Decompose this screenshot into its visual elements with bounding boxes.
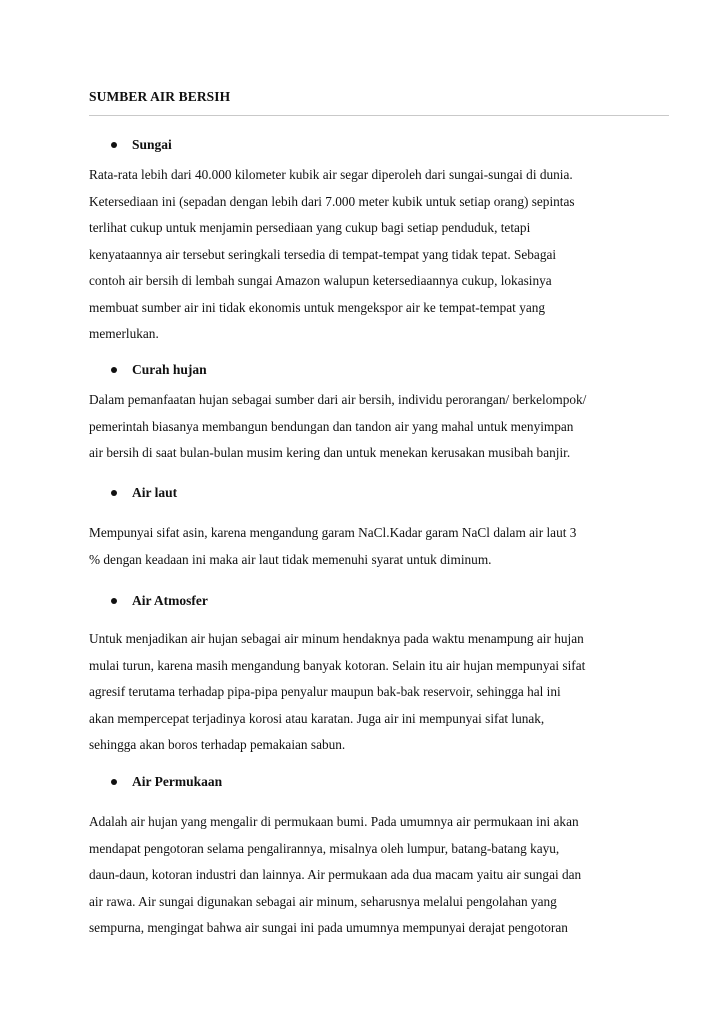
paragraph-line: Rata-rata lebih dari 40.000 kilometer kubik air segar diperoleh dari sungai-sungai di dunia.: [89, 167, 573, 182]
section-paragraph-air-permukaan: [89, 809, 669, 942]
paragraph-line: air bersih di saat bulan-bulan musim kering dan untuk menekan kerusakan musibah banjir.: [89, 445, 571, 460]
paragraph-line: air rawa. Air sungai digunakan sebagai air minum, seharusnya melalui pengolahan yang: [89, 893, 557, 909]
paragraph-line: membuat sumber air ini tidak ekonomis untuk mengekspor air ke tempat-tempat yang: [89, 299, 546, 315]
bullet-icon: [111, 490, 117, 496]
bullet-icon: [111, 367, 117, 373]
section-heading-air-permukaan: [111, 774, 222, 790]
section-heading-label: Air Atmosfer: [132, 593, 208, 608]
paragraph-line: mendapat pengotoran selama pengalirannya, misalnya oleh lumpur, batang-batang kayu,: [89, 840, 560, 856]
paragraph-line: % dengan keadaan ini maka air laut tidak memenuhi syarat untuk diminum.: [89, 551, 492, 567]
paragraph-line: Dalam pemanfaatan hujan sebagai sumber dari air bersih, individu perorangan/ berkelompok/: [89, 392, 587, 407]
paragraph-line: Mempunyai sifat asin, karena mengandung garam NaCl.Kadar garam NaCl dalam air laut 3: [89, 525, 577, 540]
paragraph-line: sehingga akan boros terhadap pemakaian sabun.: [89, 737, 346, 752]
section-paragraph-air-atmosfer: [89, 626, 669, 759]
paragraph-line: kenyataannya air tersebut seringkali tersedia di tempat-tempat yang tidak tepat. Sebagai: [89, 246, 557, 262]
paragraph-line: agresif terutama terhadap pipa-pipa penyalur maupun bak-bak reservoir, sehingga hal ini: [89, 684, 561, 699]
bullet-icon: [111, 598, 117, 604]
paragraph-line: akan mempercepat terjadinya korosi atau karatan. Juga air ini mempunyai sifat lunak,: [89, 710, 545, 726]
section-heading-label: Sungai: [132, 137, 172, 152]
section-heading-air-atmosfer: [111, 593, 208, 609]
section-heading-curah-hujan: [111, 362, 207, 378]
section-paragraph-sungai: [89, 162, 669, 348]
paragraph-line: mulai turun, karena masih mengandung banyak kotoran. Selain itu air hujan mempunyai sifat: [89, 657, 586, 673]
paragraph-line: Ketersediaan ini (sepadan dengan lebih dari 7.000 meter kubik untuk setiap orang) sepintas: [89, 193, 575, 209]
title-divider: [89, 115, 669, 116]
paragraph-line: terlihat cukup untuk menjamin persediaan yang cukup bagi setiap penduduk, tetapi: [89, 220, 531, 235]
section-paragraph-curah-hujan: [89, 387, 669, 467]
paragraph-line: daun-daun, kotoran industri dan lainnya. Air permukaan ada dua macam yaitu air sungai dan: [89, 867, 582, 882]
document-title: SUMBER AIR BERSIH: [89, 89, 231, 104]
bullet-icon: [111, 779, 117, 785]
paragraph-line: pemerintah biasanya membangun bendungan dan tandon air yang mahal untuk menyimpan: [89, 418, 574, 434]
paragraph-line: Adalah air hujan yang mengalir di permukaan bumi. Pada umumnya air permukaan ini akan: [89, 814, 579, 829]
section-heading-label: Air Permukaan: [132, 774, 223, 789]
section-heading-sungai: [111, 137, 172, 153]
section-heading-label: Curah hujan: [132, 362, 207, 377]
section-heading-label: Air laut: [132, 485, 178, 500]
section-paragraph-air-laut: [89, 520, 669, 573]
paragraph-line: sempurna, mengingat bahwa air sungai ini pada umumnya mempunyai derajat pengotoran: [89, 920, 568, 935]
paragraph-line: memerlukan.: [89, 326, 159, 341]
paragraph-line: Untuk menjadikan air hujan sebagai air minum hendaknya pada waktu menampung air hujan: [89, 631, 584, 646]
bullet-icon: [111, 142, 117, 148]
section-heading-air-laut: [111, 485, 177, 501]
paragraph-line: contoh air bersih di lembah sungai Amazon walupun ketersediaannya cukup, lokasinya: [89, 273, 552, 288]
